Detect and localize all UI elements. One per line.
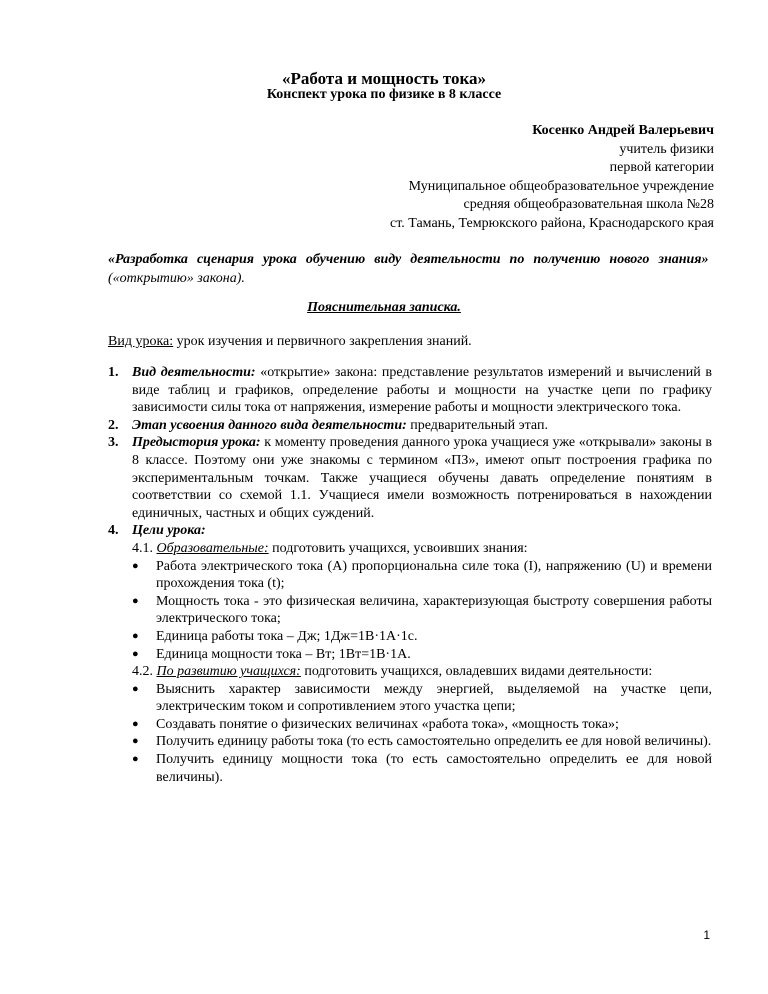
bullet-icon: ●: [132, 647, 139, 660]
goal-development: [132, 663, 712, 681]
bullet-icon: ●: [132, 629, 139, 642]
goal-number: 4.1.: [132, 540, 153, 556]
author-line: ст. Тамань, Темрюкского района, Краснодарского края: [389, 215, 714, 231]
item-number: 4.: [108, 523, 119, 539]
author-line: средняя общеобразовательная школа №28: [463, 197, 714, 212]
bullet-icon: ●: [132, 753, 139, 766]
list-item: [108, 434, 712, 522]
item-lead: Этап усвоения данного вида деятельности:: [132, 417, 407, 433]
bullet-text: Получить единицу работы тока (то есть самостоятельно определить ее для новой величины).: [156, 734, 712, 750]
topic-bold: «Разработка сценария урока обучению виду деятельности по получению нового знания»: [108, 252, 709, 267]
bullet-text: Выяснить характер зависимости между энергией, выделяемой на участке цепи, электрическим током и сопротивлением этого участка цепи;: [156, 681, 712, 715]
list-item: [108, 522, 712, 540]
bullet-text: Единица работы тока – Дж; 1Дж=1В·1А·1с.: [156, 628, 418, 644]
note-title: Пояснительная записка.: [307, 300, 461, 315]
bullet-text: Единица мощности тока – Вт; 1Вт=1В·1А.: [156, 646, 411, 662]
bullet-item: [132, 733, 712, 751]
item-lead: Предыстория урока:: [132, 435, 261, 451]
bullet-text: Мощность тока - это физическая величина, характеризующая быстроту совершения работы электрического тока;: [156, 593, 712, 627]
item-text: «открытие» закона: представление результатов измерений и вычислений в виде таблиц и графиков, определение работы и мощности на участке цепи по графику зависимости силы тока от напряжения, измерение работы и мощности электрического тока.: [132, 365, 712, 416]
lesson-topic: [108, 250, 712, 288]
bullet-item: [132, 681, 712, 716]
bullet-item: [132, 751, 712, 786]
bullet-icon: ●: [132, 717, 139, 730]
item-number: 2.: [108, 417, 119, 433]
author-line: учитель физики: [619, 141, 714, 157]
item-lead: Цели урока:: [132, 523, 206, 539]
document-title: «Работа и мощность тока»: [281, 69, 487, 88]
document-subtitle: Конспект урока по физике в 8 классе: [266, 87, 502, 102]
item-text: к моменту проведения данного урока учащиеся уже «открывали» законы в 8 классе. Поэтому они уже знакомы с термином «ПЗ», имеют опыт построения графика по экспериментальным точкам. Также учащиеся обучены давать определение понятиям в соответствии со схемой 1.1. Учащиеся имели возможность потренироваться в нахождении единичных, частных и общих суждений.: [132, 435, 712, 521]
goal-text: подготовить учащихся, усвоивших знания:: [268, 540, 528, 556]
author-line: Муниципальное общеобразовательное учреждение: [408, 178, 714, 194]
bullet-text: Получить единицу мощности тока (то есть самостоятельно определить ее для новой величины).: [156, 752, 712, 785]
bullet-icon: ●: [132, 682, 139, 695]
item-number: 3.: [108, 435, 119, 451]
goal-educational: [132, 540, 712, 558]
bullet-icon: ●: [132, 735, 139, 748]
bullet-text: Создавать понятие о физических величинах «работа тока», «мощность тока»;: [156, 716, 619, 732]
author-name: Косенко Андрей Валерьевич: [532, 123, 714, 138]
list-item: [108, 417, 712, 435]
lesson-type-label: Вид урока:: [108, 334, 174, 349]
author-block: [390, 122, 714, 233]
goal-bullets-development: [108, 681, 712, 787]
lesson-type-value: урок изучения и первичного закрепления знаний.: [173, 334, 472, 349]
bullet-text: Работа электрического тока (A) пропорциональна силе тока (I), напряжению (U) и времени прохождения тока (t);: [156, 558, 712, 592]
bullet-item: [132, 593, 712, 628]
goal-label: По развитию учащихся:: [156, 664, 301, 680]
bullet-item: [132, 628, 712, 646]
goal-text: подготовить учащихся, овладевших видами деятельности:: [300, 664, 653, 680]
bullet-item: [132, 716, 712, 734]
item-number: 1.: [108, 365, 119, 380]
page-number: 1: [703, 928, 710, 942]
lesson-type: [108, 334, 472, 350]
topic-italic: («открытию» закона).: [108, 271, 245, 286]
numbered-list: [108, 364, 712, 786]
author-line: первой категории: [609, 160, 714, 175]
item-lead: Вид деятельности:: [132, 365, 256, 380]
goal-number: 4.2.: [132, 664, 153, 680]
bullet-icon: ●: [132, 559, 139, 572]
bullet-icon: ●: [132, 594, 139, 607]
list-item: [108, 364, 712, 417]
bullet-item: [132, 646, 712, 664]
goal-bullets-educational: [108, 558, 712, 664]
bullet-item: [132, 558, 712, 593]
item-text: предварительный этап.: [406, 417, 548, 433]
goal-label: Образовательные:: [156, 540, 269, 556]
